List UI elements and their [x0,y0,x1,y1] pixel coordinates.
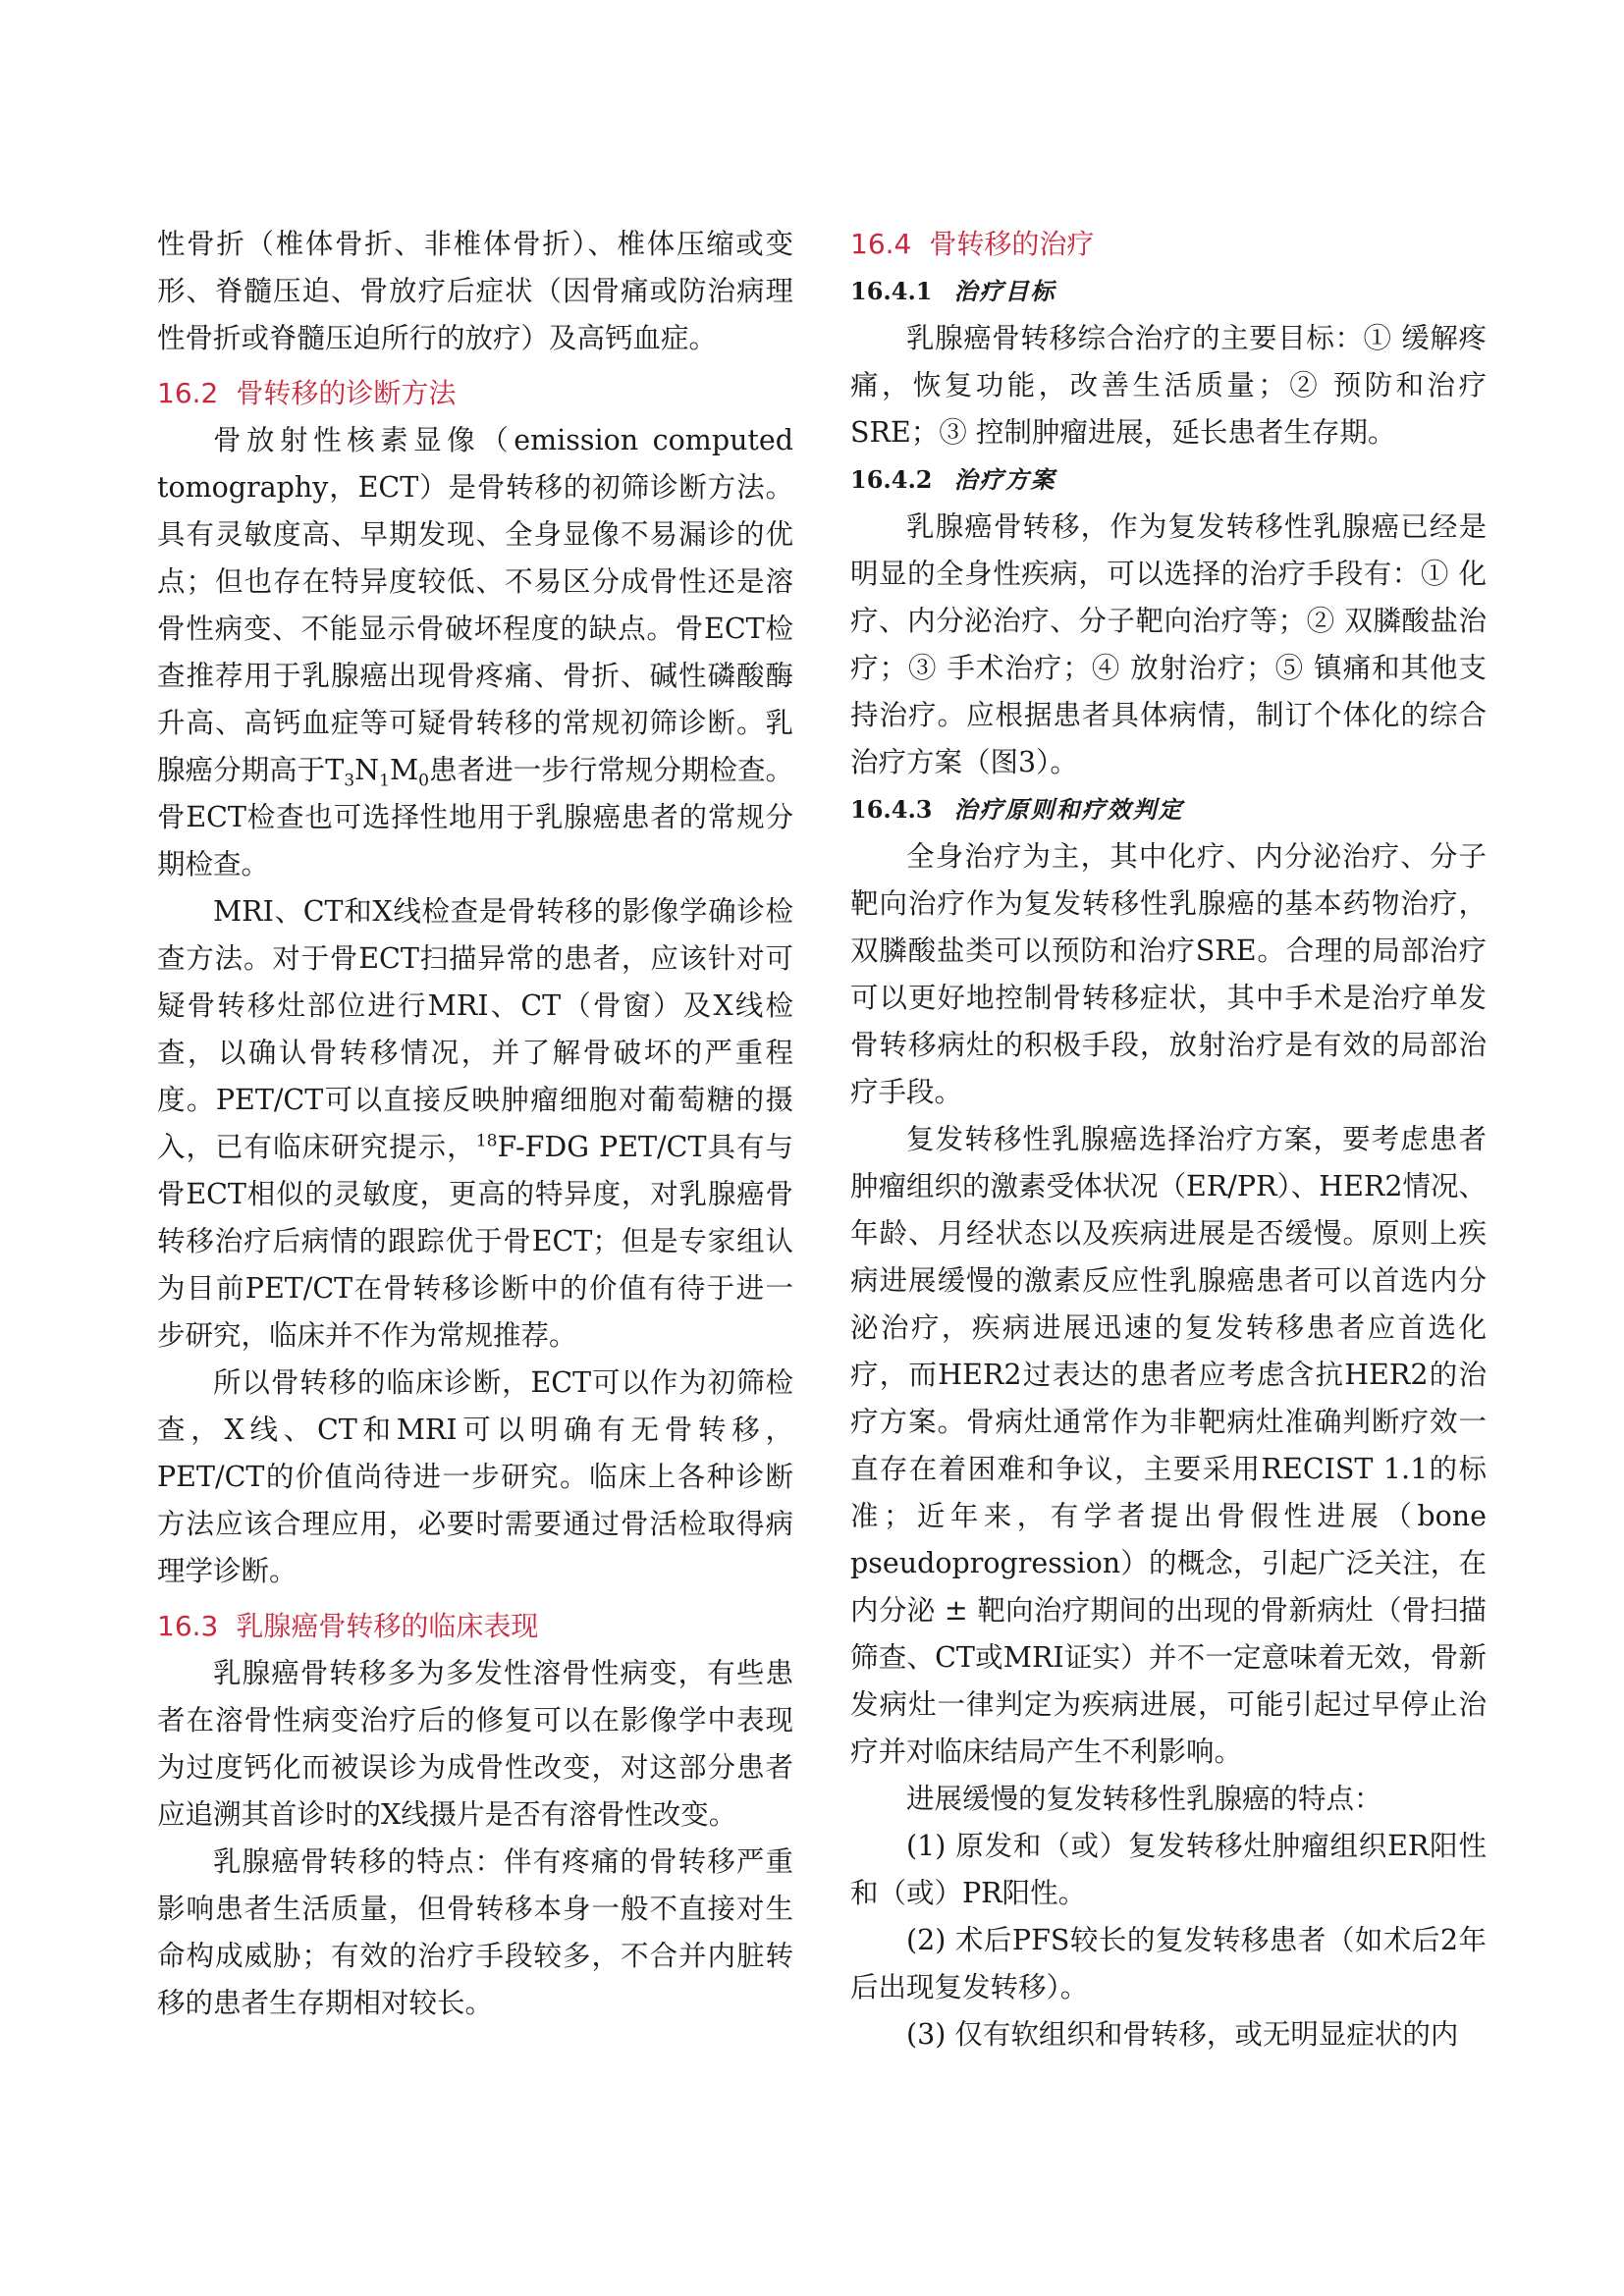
subsection-heading-16-4-2 [850,456,1487,504]
section-heading-16-3 [157,1603,793,1650]
list-item-2: (2) 术后PFS较长的复发转移患者（如术后2年后出现复发转移）。 [850,1924,1487,2003]
section-number: 16.3 [157,1610,219,1642]
paragraph-principle: 全身治疗为主，其中化疗、内分泌治疗、分子靶向治疗作为复发转移性乳腺癌的基本药物治疗，双膦酸盐类可以预防和治疗SRE。合理的局部治疗可以更好地控制骨转移症状，其中手术是治疗单发骨转移病灶的积极手段，放射治疗是有效的局部治疗手段。 [850,840,1487,1108]
paragraph-text: 患者进一步行常规分期检查。骨ECT检查也可选择性地用于乳腺癌患者的常规分期检查。 [157,754,793,881]
section-number: 16.2 [157,377,219,409]
paragraph-text: MRI、CT和X线检查是骨转移的影像学确诊检查方法。对于骨ECT扫描异常的患者，应该针对可疑骨转移灶部位进行MRI、CT（骨窗）及X线检查，以确认骨转移情况，并了解骨破坏的严重程度。PET/CT可以直接反映肿瘤细胞对葡萄糖的摄入，已有临床研究提示， [157,895,793,1163]
paragraph-slow-progress: 进展缓慢的复发转移性乳腺癌的特点： [906,1783,1382,1815]
paragraph-ect [157,417,793,888]
subsection-number: 16.4.2 [850,465,933,494]
paragraph-continued: 性骨折（椎体骨折、非椎体骨折）、椎体压缩或变形、脊髓压迫、骨放疗后症状（因骨痛或防治病理性骨折或脊髓压迫所行的放疗）及高钙血症。 [157,228,793,354]
subsection-title: 治疗方案 [953,465,1056,494]
tnm-stage: $T_3N_1M_0$ [325,754,430,791]
list-item-3: (3) 仅有软组织和骨转移，或无明显症状的内 [906,2018,1459,2051]
subsection-heading-16-4-3 [850,786,1487,833]
left-column [157,221,793,2027]
list-item-1: (1) 原发和（或）复发转移灶肿瘤组织ER阳性和（或）PR阳性。 [850,1830,1487,1909]
paragraph-plan: 乳腺癌骨转移，作为复发转移性乳腺癌已经是明显的全身性疾病，可以选择的治疗手段有：① 化疗、内分泌治疗、分子靶向治疗等；② 双膦酸盐治疗；③ 手术治疗；④ 放射治疗；⑤ 镇痛和其他支持治疗。应根据患者具体病情，制订个体化的综合治疗方案（图3）。 [850,510,1487,778]
paragraph-imaging [157,888,793,1360]
subsection-number: 16.4.3 [850,795,933,824]
paragraph-clinical-1: 乳腺癌骨转移多为多发性溶骨性病变，有些患者在溶骨性病变治疗后的修复可以在影像学中表现为过度钙化而被误诊为成骨性改变，对这部分患者应追溯其首诊时的X线摄片是否有溶骨性改变。 [157,1657,793,1831]
paragraph-goal: 乳腺癌骨转移综合治疗的主要目标：① 缓解疼痛，恢复功能，改善生活质量；② 预防和治疗SRE；③ 控制肿瘤进展，延长患者生存期。 [850,322,1487,449]
subsection-heading-16-4-1 [850,268,1487,315]
paragraph-text: 骨放射性核素显像（emission computed tomography，ECT）是骨转移的初筛诊断方法。具有灵敏度高、早期发现、全身显像不易漏诊的优点；但也存在特异度较低、不易区分成骨性还是溶骨性病变、不能显示骨破坏程度的缺点。骨ECT检查推荐用于乳腺癌出现骨疼痛、骨折、碱性磷酸酶升高、高钙血症等可疑骨转移的常规初筛诊断。乳腺癌分期高于 [157,424,793,786]
section-title: 乳腺癌骨转移的临床表现 [236,1610,539,1642]
paragraph-clinical-2: 乳腺癌骨转移的特点：伴有疼痛的骨转移严重影响患者生活质量，但骨转移本身一般不直接对生命构成威胁；有效的治疗手段较多，不合并内脏转移的患者生存期相对较长。 [157,1845,793,2019]
subsection-number: 16.4.1 [850,277,933,305]
paragraph-summary: 所以骨转移的临床诊断，ECT可以作为初筛检查，X线、CT和MRI可以明确有无骨转移，PET/CT的价值尚待进一步研究。临床上各种诊断方法应该合理应用，必要时需要通过骨活检取得病理学诊断。 [157,1366,793,1587]
section-number: 16.4 [850,228,912,260]
subsection-title: 治疗原则和疗效判定 [953,795,1184,824]
section-title: 骨转移的诊断方法 [236,377,457,409]
paragraph-choice: 复发转移性乳腺癌选择治疗方案，要考虑患者肿瘤组织的激素受体状况（ER/PR）、HER2情况、年龄、月经状态以及疾病进展是否缓慢。原则上疾病进展缓慢的激素反应性乳腺癌患者可以首选内分泌治疗，疾病进展迅速的复发转移患者应首选化疗，而HER2过表达的患者应考虑含抗HER2的治疗方案。骨病灶通常作为非靶病灶准确判断疗效一直存在着困难和争议，主要采用RECIST 1.1的标准；近年来，有学者提出骨假性进展（bone pseudoprogression）的概念，引起广泛关注，在内分泌 ± 靶向治疗期间的出现的骨新病灶（骨扫描筛查、CT或MRI证实）并不一定意味着无效，骨新发病灶一律判定为疾病进展，可能引起过早停止治疗并对临床结局产生不利影响。 [850,1123,1488,1768]
section-heading-16-4 [850,221,1487,268]
right-column [850,221,1487,2058]
isotope-superscript: 18 [475,1131,498,1151]
section-title: 骨转移的治疗 [929,228,1095,260]
section-heading-16-2 [157,370,793,417]
paragraph-text: F-FDG PET/CT具有与骨ECT相似的灵敏度，更高的特异度，对乳腺癌骨转移治疗后病情的跟踪优于骨ECT；但是专家组认为目前PET/CT在骨转移诊断中的价值有待于进一步研究，临床并不作为常规推荐。 [157,1131,793,1352]
subsection-title: 治疗目标 [953,277,1056,305]
